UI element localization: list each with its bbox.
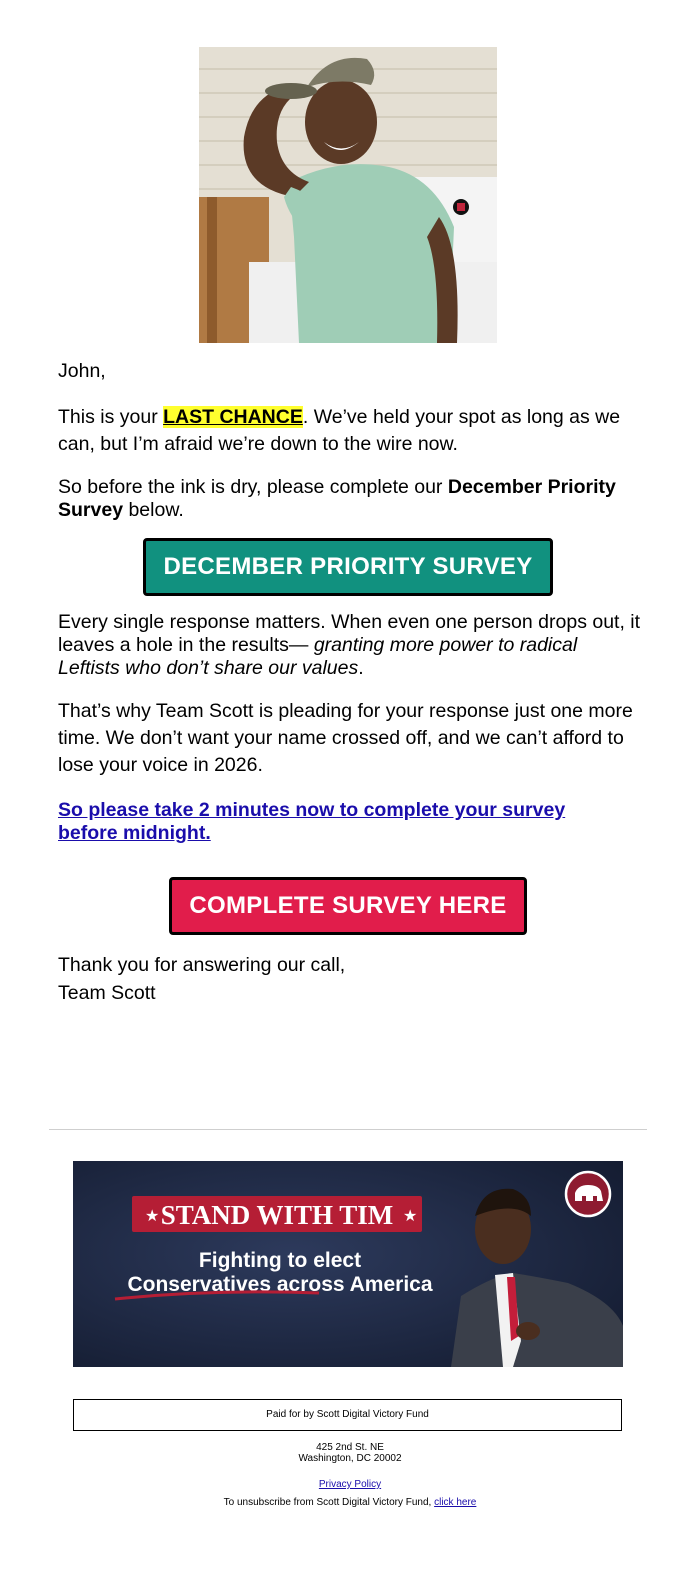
para2-after: below. <box>123 499 184 521</box>
para3-italic: granting more power to radical Leftists who don’t share our values <box>58 634 578 679</box>
survey-name-bold: December Priority Survey <box>58 476 616 521</box>
unsubscribe-text: To unsubscribe from Scott Digital Victory Fund, <box>223 1497 435 1508</box>
para1-after: . We’ve held your spot as long as we can, but I’m afraid we’re down to the wire now. <box>58 406 621 455</box>
banner-line-2: Conservatives across America <box>127 1273 433 1296</box>
privacy-line <box>0 1479 700 1490</box>
banner-to-elect: to elect <box>281 1249 362 1272</box>
team-scott-paragraph: That’s why Team Scott is pleading for your response just one more time. We don’t want your name crossed off, and we can’t afford to lose your voice in 2026. <box>58 700 633 776</box>
para3-before: Every single response matters. When even one person drops out, it leaves a hole in the results— <box>58 611 641 656</box>
complete-survey-link[interactable]: So please take 2 minutes now to complete your survey before midnight. <box>58 799 566 844</box>
complete-survey-button[interactable]: COMPLETE SURVEY HERE <box>169 877 527 935</box>
star-icon: ★ <box>145 1208 160 1225</box>
response-matters-paragraph <box>58 611 643 680</box>
footer-divider <box>49 1129 647 1130</box>
hero-photo-illustration <box>199 47 497 343</box>
banner-line-1 <box>199 1249 361 1272</box>
banner-headline: STAND WITH TIM <box>160 1200 394 1230</box>
hero-photo <box>199 47 497 343</box>
privacy-policy-link[interactable]: Privacy Policy <box>318 1479 382 1490</box>
unsubscribe-link[interactable]: click here <box>434 1497 477 1508</box>
signoff <box>58 951 643 1007</box>
signoff-line-2: Team Scott <box>58 982 156 1004</box>
para3-after: . <box>358 657 364 679</box>
signoff-line-1: Thank you for answering our call, <box>58 954 346 976</box>
greeting-text: John, <box>58 360 106 382</box>
stand-with-tim-banner[interactable] <box>73 1161 623 1367</box>
para1-before: This is your <box>58 406 164 428</box>
december-priority-survey-button[interactable]: DECEMBER PRIORITY SURVEY <box>143 538 553 596</box>
star-icon: ★ <box>403 1208 418 1225</box>
unsubscribe-line <box>0 1497 700 1508</box>
address-line-1: 425 2nd St. NE <box>316 1442 384 1453</box>
para2-before: So before the ink is dry, please complete our <box>58 476 448 498</box>
address-line-2: Washington, DC 20002 <box>298 1453 402 1464</box>
survey-intro-paragraph <box>58 476 643 522</box>
banner-fighting: Fighting <box>198 1249 282 1272</box>
banner-graphic <box>73 1161 623 1367</box>
paid-for-box: Paid for by Scott Digital Victory Fund <box>73 1399 622 1431</box>
last-chance-paragraph <box>58 404 643 458</box>
survey-link-paragraph <box>58 799 618 845</box>
last-chance-highlight: LAST CHANCE <box>163 406 303 428</box>
